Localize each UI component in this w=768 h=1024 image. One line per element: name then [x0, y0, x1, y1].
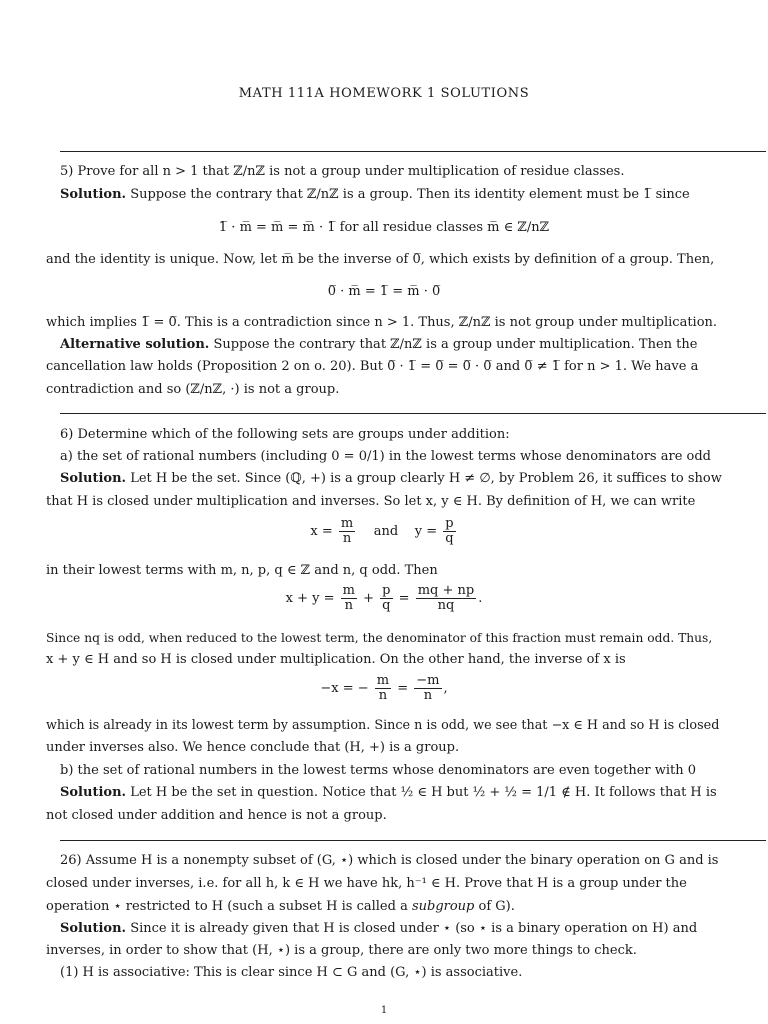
fraction: $\frac{p}{q}$ [382, 583, 391, 613]
alternative-solution-line [60, 337, 722, 353]
paragraph-line: (1) H is associative: This is clear since H ⊂ G and (G, ⋆) is associative. [60, 965, 523, 980]
equation-inverse: 0̅ · m̅ = 1̅ = m̅ · 0̅ [327, 284, 441, 299]
solution-text: Suppose the contrary that ℤ/nℤ is a group. Then its identity element must be 1̅ since [130, 187, 690, 202]
problem-6-statement: 6) Determine which of the following sets are groups under addition: [60, 427, 510, 442]
solution-text: Since it is already given that H is closed under ⋆ (so ⋆ is a binary operation on H) and [130, 921, 698, 936]
paragraph-line: and the identity is unique. Now, let m̅ be the inverse of 0̅, which exists by definition of a group. Then, [46, 252, 715, 267]
equation-identity: 1̅ · m̅ = m̅ = m̅ · 1̅ for all residue classes m̅ ∈ ℤ/nℤ [218, 220, 550, 235]
problem-5-solution-line [60, 187, 722, 203]
solution-label: Solution. [60, 471, 127, 486]
problem-26-statement: 26) Assume H is a nonempty subset of (G, ⋆) which is closed under the binary operation on G and is [60, 853, 719, 868]
problem-5-statement: 5) Prove for all n > 1 that ℤ/nℤ is not a group under multiplication of residue classes. [60, 164, 625, 179]
fraction: $\frac{m}{n}$ [340, 516, 354, 546]
fraction: $\frac{m}{n}$ [342, 583, 355, 613]
fraction: $\frac{p}{q}$ [445, 516, 454, 546]
problem-26-solution-line [60, 921, 722, 937]
paragraph-line: Since nq is odd, when reduced to the lowest term, the denominator of this fraction must remain odd. Thus, [46, 631, 713, 645]
section-divider [60, 151, 766, 152]
document-title: MATH 111A HOMEWORK 1 SOLUTIONS [238, 86, 530, 101]
paragraph-line: under inverses also. We hence conclude that (H, +) is a group. [46, 740, 460, 755]
problem-6b-solution-line [60, 785, 722, 801]
section-divider [60, 413, 766, 414]
paragraph-line: not closed under addition and hence is not a group. [46, 808, 387, 823]
paragraph-line: contradiction and so (ℤ/nℤ, ·) is not a group. [46, 382, 340, 397]
fraction: $\frac{m}{n}$ [376, 673, 390, 703]
paragraph-line: inverses, in order to show that (H, ⋆) is a group, there are only two more things to check. [46, 943, 637, 958]
paragraph-line: in their lowest terms with m, n, p, q ∈ ℤ and n, q odd. Then [46, 563, 438, 578]
solution-label: Solution. [60, 187, 127, 202]
solution-label: Solution. [60, 921, 127, 936]
alternative-solution-label: Alternative solution. [60, 337, 210, 352]
solution-label: Solution. [60, 785, 127, 800]
subgroup-term: subgroup [411, 899, 475, 914]
paragraph-line: closed under inverses, i.e. for all h, k ∈ H we have hk, h⁻¹ ∈ H. Prove that H is a group under the [46, 876, 687, 891]
paragraph-line: which implies 1̅ = 0̅. This is a contradiction since n > 1. Thus, ℤ/nℤ is not group under multiplication. [46, 315, 718, 330]
page-number: 1 [380, 1005, 388, 1016]
equation-inverse-x: −x = − $\frac{m}{n}$ = $\frac{-m}{n}$ , [320, 673, 448, 703]
problem-6a-statement: a) the set of rational numbers (including 0 = 0/1) in the lowest terms whose denominators are odd [60, 449, 711, 464]
fraction: $\frac{mq + np}{nq}$ [417, 583, 475, 613]
paragraph-line: x + y ∈ H and so H is closed under multiplication. On the other hand, the inverse of x is [46, 652, 626, 667]
equation-xy-definition: x = $\frac{m}{n}$ and y = $\frac{p}{q}$ [310, 516, 454, 546]
paragraph-line: that H is closed under multiplication and inverses. So let x, y ∈ H. By definition of H, we can write [46, 494, 696, 509]
solution-text: Let H be the set in question. Notice that ½ ∈ H but ½ + ½ = 1/1 ∉ H. It follows that H is [130, 785, 717, 800]
problem-6b-statement: b) the set of rational numbers in the lowest terms whose denominators are even together with 0 [60, 763, 697, 778]
paragraph-line: operation ⋆ restricted to H (such a subset H is called a subgroup of G). [46, 899, 515, 914]
solution-text: Let H be the set. Since (ℚ, +) is a group clearly H ≠ ∅, by Problem 26, it suffices to show [130, 471, 722, 486]
paragraph-line: cancellation law holds (Proposition 2 on o. 20). But 0̅ · 1̅ = 0̅ = 0̅ · 0̅ and 0̅ ≠ 1̅ for n > 1. We have a [46, 359, 699, 374]
section-divider [60, 840, 766, 841]
paragraph-line: which is already in its lowest term by assumption. Since n is odd, we see that −x ∈ H and so H is closed [46, 718, 720, 733]
equation-sum: x + y = $\frac{m}{n}$ + $\frac{p}{q}$ = $\frac{mq + np}{nq}$ . [285, 583, 483, 613]
alternative-solution-text: Suppose the contrary that ℤ/nℤ is a group under multiplication. Then the [213, 337, 698, 352]
problem-6a-solution-line [60, 471, 722, 487]
fraction: $\frac{-m}{n}$ [416, 673, 440, 703]
